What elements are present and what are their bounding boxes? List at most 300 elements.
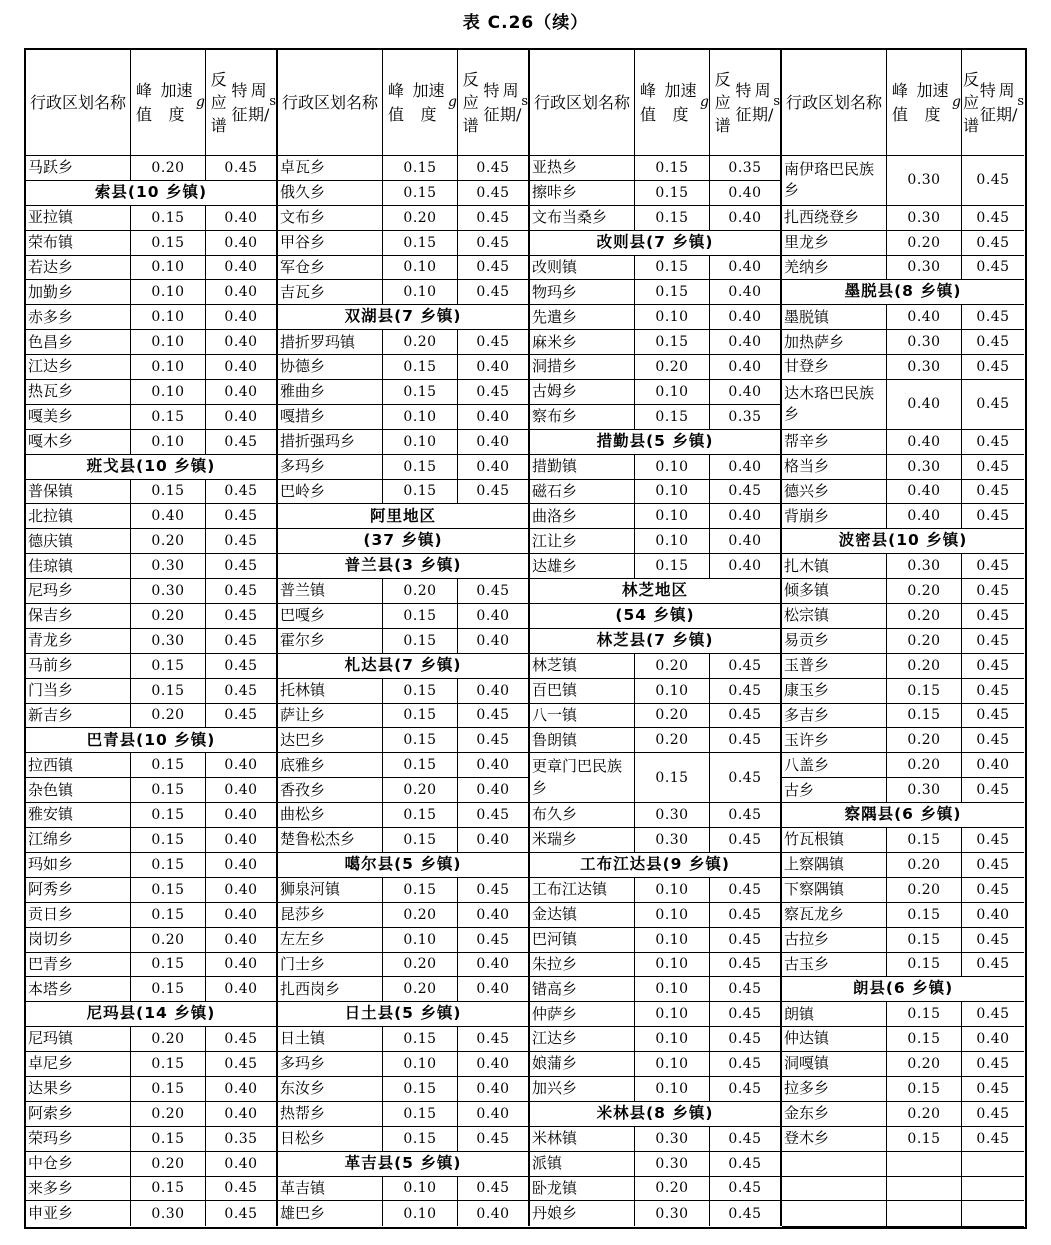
section-header: 巴青县(10 乡镇) bbox=[26, 728, 278, 753]
characteristic-period: 0.45 bbox=[458, 156, 530, 181]
header-pga: 峰值 加速度 g bbox=[131, 50, 206, 156]
peak-acceleration: 0.15 bbox=[383, 753, 458, 778]
region-name: 达雄乡 bbox=[530, 554, 635, 579]
peak-acceleration: 0.20 bbox=[635, 1177, 710, 1202]
characteristic-period: 0.40 bbox=[710, 455, 782, 480]
characteristic-period: 0.45 bbox=[962, 878, 1024, 903]
region-name: 尼玛乡 bbox=[26, 579, 131, 604]
region-name: 上察隅镇 bbox=[782, 853, 887, 878]
region-name: 背崩乡 bbox=[782, 504, 887, 529]
region-name: 来多乡 bbox=[26, 1177, 131, 1202]
peak-acceleration: 0.15 bbox=[383, 480, 458, 505]
region-name: 俄久乡 bbox=[278, 181, 383, 206]
peak-acceleration: 0.20 bbox=[131, 156, 206, 181]
peak-acceleration: 0.20 bbox=[887, 604, 962, 629]
peak-acceleration: 0.30 bbox=[131, 554, 206, 579]
region-name: 古拉乡 bbox=[782, 928, 887, 953]
characteristic-period: 0.40 bbox=[710, 330, 782, 355]
region-name: 贡日乡 bbox=[26, 903, 131, 928]
region-name: 吉瓦乡 bbox=[278, 280, 383, 305]
characteristic-period: 0.40 bbox=[710, 554, 782, 579]
region-name: 多吉乡 bbox=[782, 704, 887, 729]
peak-acceleration: 0.15 bbox=[383, 604, 458, 629]
peak-acceleration: 0.10 bbox=[635, 504, 710, 529]
characteristic-period: 0.40 bbox=[206, 853, 278, 878]
peak-acceleration: 0.15 bbox=[383, 679, 458, 704]
region-name: 江达乡 bbox=[26, 355, 131, 380]
region-name: 德兴乡 bbox=[782, 480, 887, 505]
region-name: 萨让乡 bbox=[278, 704, 383, 729]
peak-acceleration: 0.20 bbox=[383, 953, 458, 978]
peak-acceleration: 0.40 bbox=[887, 305, 962, 330]
peak-acceleration: 0.30 bbox=[635, 1127, 710, 1152]
region-name: 左左乡 bbox=[278, 928, 383, 953]
region-name: 本塔乡 bbox=[26, 977, 131, 1002]
peak-acceleration: 0.20 bbox=[887, 878, 962, 903]
section-header: 工布江达县(9 乡镇) bbox=[530, 853, 782, 878]
region-name: 措折罗玛镇 bbox=[278, 330, 383, 355]
peak-acceleration: 0.15 bbox=[131, 1052, 206, 1077]
peak-acceleration: 0.10 bbox=[635, 1077, 710, 1102]
peak-acceleration: 0.15 bbox=[131, 878, 206, 903]
section-header: 索县(10 乡镇) bbox=[26, 181, 278, 206]
characteristic-period: 0.45 bbox=[458, 928, 530, 953]
characteristic-period: 0.40 bbox=[206, 380, 278, 405]
region-name: 卓尼乡 bbox=[26, 1052, 131, 1077]
characteristic-period: 0.45 bbox=[710, 977, 782, 1002]
characteristic-period: 0.40 bbox=[206, 231, 278, 256]
characteristic-period: 0.40 bbox=[206, 953, 278, 978]
peak-acceleration: 0.30 bbox=[887, 156, 962, 206]
region-name: 洞措乡 bbox=[530, 355, 635, 380]
region-name: 赤多乡 bbox=[26, 305, 131, 330]
peak-acceleration: 0.15 bbox=[131, 853, 206, 878]
region-name: 改则镇 bbox=[530, 256, 635, 281]
characteristic-period: 0.45 bbox=[206, 679, 278, 704]
region-name: 百巴镇 bbox=[530, 679, 635, 704]
region-name: 古乡 bbox=[782, 778, 887, 803]
characteristic-period: 0.40 bbox=[458, 903, 530, 928]
region-name: 文布当桑乡 bbox=[530, 206, 635, 231]
peak-acceleration: 0.20 bbox=[635, 654, 710, 679]
peak-acceleration: 0.10 bbox=[635, 903, 710, 928]
region-name: 江让乡 bbox=[530, 529, 635, 554]
peak-acceleration: 0.15 bbox=[887, 828, 962, 853]
region-name: 曲松乡 bbox=[278, 803, 383, 828]
region-name: 保吉乡 bbox=[26, 604, 131, 629]
peak-acceleration: 0.30 bbox=[635, 803, 710, 828]
characteristic-period: 0.45 bbox=[458, 1177, 530, 1202]
peak-acceleration: 0.10 bbox=[131, 256, 206, 281]
peak-acceleration: 0.10 bbox=[383, 280, 458, 305]
header-pga: 峰值 加速度 g bbox=[383, 50, 458, 156]
region-name: 霍尔乡 bbox=[278, 629, 383, 654]
section-header: 林芝地区 bbox=[530, 579, 782, 604]
region-name: 米林镇 bbox=[530, 1127, 635, 1152]
region-name: 玛如乡 bbox=[26, 853, 131, 878]
region-name: 马前乡 bbox=[26, 654, 131, 679]
peak-acceleration: 0.10 bbox=[635, 455, 710, 480]
peak-acceleration: 0.15 bbox=[887, 1002, 962, 1027]
characteristic-period: 0.40 bbox=[206, 405, 278, 430]
peak-acceleration: 0.15 bbox=[383, 828, 458, 853]
characteristic-period: 0.40 bbox=[206, 280, 278, 305]
peak-acceleration: 0.10 bbox=[635, 1002, 710, 1027]
region-name: 金东乡 bbox=[782, 1102, 887, 1127]
peak-acceleration: 0.20 bbox=[635, 728, 710, 753]
section-header: 革吉县(5 乡镇) bbox=[278, 1152, 530, 1177]
characteristic-period: 0.45 bbox=[962, 928, 1024, 953]
characteristic-period: 0.40 bbox=[206, 928, 278, 953]
region-name: 甲谷乡 bbox=[278, 231, 383, 256]
characteristic-period: 0.40 bbox=[710, 529, 782, 554]
characteristic-period: 0.40 bbox=[206, 1102, 278, 1127]
peak-acceleration: 0.15 bbox=[887, 1127, 962, 1152]
characteristic-period: 0.45 bbox=[962, 604, 1024, 629]
characteristic-period: 0.35 bbox=[710, 405, 782, 430]
characteristic-period: 0.40 bbox=[962, 753, 1024, 778]
region-name: 物玛乡 bbox=[530, 280, 635, 305]
section-header: 阿里地区 bbox=[278, 504, 530, 529]
characteristic-period: 0.40 bbox=[458, 604, 530, 629]
characteristic-period: 0.45 bbox=[962, 355, 1024, 380]
characteristic-period: 0.40 bbox=[206, 828, 278, 853]
region-name: 巴岭乡 bbox=[278, 480, 383, 505]
region-name: 竹瓦根镇 bbox=[782, 828, 887, 853]
peak-acceleration: 0.20 bbox=[887, 1102, 962, 1127]
peak-acceleration: 0.15 bbox=[131, 953, 206, 978]
peak-acceleration: 0.15 bbox=[887, 1027, 962, 1052]
characteristic-period: 0.45 bbox=[962, 1002, 1024, 1027]
region-name: 协德乡 bbox=[278, 355, 383, 380]
peak-acceleration: 0.10 bbox=[383, 405, 458, 430]
empty-cell bbox=[887, 1177, 962, 1202]
peak-acceleration: 0.15 bbox=[383, 1127, 458, 1152]
characteristic-period: 0.45 bbox=[710, 1201, 782, 1226]
region-name: 若达乡 bbox=[26, 256, 131, 281]
characteristic-period: 0.45 bbox=[710, 928, 782, 953]
characteristic-period: 0.45 bbox=[458, 704, 530, 729]
region-name: 仲达镇 bbox=[782, 1027, 887, 1052]
peak-acceleration: 0.30 bbox=[635, 1201, 710, 1226]
characteristic-period: 0.45 bbox=[458, 181, 530, 206]
characteristic-period: 0.45 bbox=[458, 803, 530, 828]
peak-acceleration: 0.15 bbox=[635, 330, 710, 355]
region-name: 门当乡 bbox=[26, 679, 131, 704]
region-name: 阿索乡 bbox=[26, 1102, 131, 1127]
header-pga: 峰值 加速度 g bbox=[887, 50, 962, 156]
peak-acceleration: 0.15 bbox=[887, 679, 962, 704]
characteristic-period: 0.45 bbox=[962, 1127, 1024, 1152]
region-name: 杂色镇 bbox=[26, 778, 131, 803]
region-name: 古姆乡 bbox=[530, 380, 635, 405]
region-name: 朗镇 bbox=[782, 1002, 887, 1027]
region-name: 擦咔乡 bbox=[530, 181, 635, 206]
peak-acceleration: 0.15 bbox=[131, 654, 206, 679]
peak-acceleration: 0.30 bbox=[887, 330, 962, 355]
characteristic-period: 0.40 bbox=[710, 305, 782, 330]
region-name: 鲁朗镇 bbox=[530, 728, 635, 753]
region-name: 雅安镇 bbox=[26, 803, 131, 828]
characteristic-period: 0.40 bbox=[458, 430, 530, 455]
characteristic-period: 0.45 bbox=[962, 256, 1024, 281]
region-name: 卓瓦乡 bbox=[278, 156, 383, 181]
region-name: 北拉镇 bbox=[26, 504, 131, 529]
section-header: (37 乡镇) bbox=[278, 529, 530, 554]
characteristic-period: 0.45 bbox=[962, 455, 1024, 480]
peak-acceleration: 0.10 bbox=[131, 330, 206, 355]
peak-acceleration: 0.15 bbox=[383, 803, 458, 828]
peak-acceleration: 0.15 bbox=[887, 704, 962, 729]
region-name: 江达乡 bbox=[530, 1027, 635, 1052]
peak-acceleration: 0.15 bbox=[131, 977, 206, 1002]
region-name: 帮辛乡 bbox=[782, 430, 887, 455]
peak-acceleration: 0.15 bbox=[131, 803, 206, 828]
peak-acceleration: 0.10 bbox=[635, 480, 710, 505]
peak-acceleration: 0.20 bbox=[131, 704, 206, 729]
table-title: 表 C.26（续） bbox=[462, 13, 589, 33]
characteristic-period: 0.45 bbox=[710, 953, 782, 978]
characteristic-period: 0.40 bbox=[458, 977, 530, 1002]
peak-acceleration: 0.20 bbox=[383, 579, 458, 604]
peak-acceleration: 0.30 bbox=[131, 629, 206, 654]
peak-acceleration: 0.10 bbox=[635, 1052, 710, 1077]
region-name: 拉多乡 bbox=[782, 1077, 887, 1102]
characteristic-period: 0.40 bbox=[458, 629, 530, 654]
characteristic-period: 0.45 bbox=[710, 1152, 782, 1177]
characteristic-period: 0.40 bbox=[206, 256, 278, 281]
region-name: 朱拉乡 bbox=[530, 953, 635, 978]
peak-acceleration: 0.40 bbox=[887, 480, 962, 505]
characteristic-period: 0.40 bbox=[710, 380, 782, 405]
region-name: 德庆镇 bbox=[26, 529, 131, 554]
region-name: 亚热乡 bbox=[530, 156, 635, 181]
region-name: 松宗镇 bbox=[782, 604, 887, 629]
empty-cell bbox=[887, 1201, 962, 1226]
region-name: 南伊珞巴民族乡 bbox=[782, 156, 887, 206]
peak-acceleration: 0.10 bbox=[635, 305, 710, 330]
peak-acceleration: 0.20 bbox=[131, 1152, 206, 1177]
characteristic-period: 0.40 bbox=[458, 753, 530, 778]
region-name: 工布江达镇 bbox=[530, 878, 635, 903]
peak-acceleration: 0.20 bbox=[887, 629, 962, 654]
characteristic-period: 0.45 bbox=[458, 1027, 530, 1052]
peak-acceleration: 0.15 bbox=[131, 231, 206, 256]
characteristic-period: 0.40 bbox=[206, 903, 278, 928]
header-name: 行政区划 名称 bbox=[530, 50, 635, 156]
region-name: 革吉镇 bbox=[278, 1177, 383, 1202]
region-name: 羌纳乡 bbox=[782, 256, 887, 281]
characteristic-period: 0.40 bbox=[458, 1102, 530, 1127]
peak-acceleration: 0.30 bbox=[635, 1152, 710, 1177]
characteristic-period: 0.40 bbox=[206, 330, 278, 355]
region-name: 甘登乡 bbox=[782, 355, 887, 380]
characteristic-period: 0.40 bbox=[458, 455, 530, 480]
peak-acceleration: 0.20 bbox=[635, 355, 710, 380]
characteristic-period: 0.40 bbox=[458, 828, 530, 853]
section-header: 札达县(7 乡镇) bbox=[278, 654, 530, 679]
peak-acceleration: 0.15 bbox=[383, 878, 458, 903]
region-name: 嘎木乡 bbox=[26, 430, 131, 455]
peak-acceleration: 0.40 bbox=[887, 430, 962, 455]
characteristic-period: 0.40 bbox=[458, 1077, 530, 1102]
peak-acceleration: 0.10 bbox=[131, 355, 206, 380]
peak-acceleration: 0.15 bbox=[131, 1077, 206, 1102]
characteristic-period: 0.45 bbox=[962, 1102, 1024, 1127]
characteristic-period: 0.45 bbox=[458, 380, 530, 405]
region-name: 派镇 bbox=[530, 1152, 635, 1177]
region-name: 林芝镇 bbox=[530, 654, 635, 679]
peak-acceleration: 0.20 bbox=[131, 1102, 206, 1127]
peak-acceleration: 0.20 bbox=[635, 704, 710, 729]
region-name: 亚拉镇 bbox=[26, 206, 131, 231]
peak-acceleration: 0.20 bbox=[131, 1027, 206, 1052]
empty-cell bbox=[782, 1201, 887, 1226]
characteristic-period: 0.45 bbox=[962, 579, 1024, 604]
peak-acceleration: 0.15 bbox=[383, 455, 458, 480]
characteristic-period: 0.45 bbox=[962, 828, 1024, 853]
peak-acceleration: 0.15 bbox=[383, 355, 458, 380]
region-name: 康玉乡 bbox=[782, 679, 887, 704]
characteristic-period: 0.45 bbox=[962, 853, 1024, 878]
empty-cell bbox=[962, 1226, 1024, 1227]
peak-acceleration: 0.10 bbox=[635, 529, 710, 554]
characteristic-period: 0.40 bbox=[206, 355, 278, 380]
characteristic-period: 0.40 bbox=[458, 679, 530, 704]
peak-acceleration: 0.10 bbox=[131, 305, 206, 330]
peak-acceleration: 0.15 bbox=[635, 405, 710, 430]
characteristic-period: 0.40 bbox=[962, 1027, 1024, 1052]
characteristic-period: 0.45 bbox=[206, 604, 278, 629]
peak-acceleration: 0.15 bbox=[131, 828, 206, 853]
region-name: 香孜乡 bbox=[278, 778, 383, 803]
section-header: 日土县(5 乡镇) bbox=[278, 1002, 530, 1027]
peak-acceleration: 0.15 bbox=[635, 280, 710, 305]
region-name: 热瓦乡 bbox=[26, 380, 131, 405]
region-name: 尼玛镇 bbox=[26, 1027, 131, 1052]
region-name: 措折强玛乡 bbox=[278, 430, 383, 455]
peak-acceleration: 0.30 bbox=[887, 778, 962, 803]
characteristic-period: 0.45 bbox=[962, 704, 1024, 729]
characteristic-period: 0.45 bbox=[206, 554, 278, 579]
region-name: 色昌乡 bbox=[26, 330, 131, 355]
region-name: 日松乡 bbox=[278, 1127, 383, 1152]
region-name: 加兴乡 bbox=[530, 1077, 635, 1102]
characteristic-period: 0.45 bbox=[962, 1077, 1024, 1102]
region-name: 江绵乡 bbox=[26, 828, 131, 853]
region-name: 狮泉河镇 bbox=[278, 878, 383, 903]
characteristic-period: 0.45 bbox=[206, 480, 278, 505]
region-name: 荣玛乡 bbox=[26, 1127, 131, 1152]
peak-acceleration: 0.15 bbox=[635, 156, 710, 181]
peak-acceleration: 0.15 bbox=[131, 778, 206, 803]
region-name: 巴嘎乡 bbox=[278, 604, 383, 629]
peak-acceleration: 0.15 bbox=[131, 753, 206, 778]
peak-acceleration: 0.10 bbox=[383, 1201, 458, 1226]
peak-acceleration: 0.20 bbox=[383, 778, 458, 803]
characteristic-period: 0.45 bbox=[962, 206, 1024, 231]
characteristic-period: 0.45 bbox=[458, 256, 530, 281]
header-name: 行政区划 名称 bbox=[278, 50, 383, 156]
peak-acceleration: 0.20 bbox=[131, 928, 206, 953]
peak-acceleration: 0.20 bbox=[383, 903, 458, 928]
peak-acceleration: 0.20 bbox=[383, 206, 458, 231]
characteristic-period: 0.40 bbox=[206, 1152, 278, 1177]
peak-acceleration: 0.10 bbox=[635, 1027, 710, 1052]
region-name: 中仓乡 bbox=[26, 1152, 131, 1177]
characteristic-period: 0.45 bbox=[710, 803, 782, 828]
region-name: 察瓦龙乡 bbox=[782, 903, 887, 928]
region-name: 达木珞巴民族乡 bbox=[782, 380, 887, 430]
empty-cell bbox=[962, 1177, 1024, 1202]
peak-acceleration: 0.10 bbox=[131, 280, 206, 305]
peak-acceleration: 0.10 bbox=[635, 977, 710, 1002]
region-name: 扎西岗乡 bbox=[278, 977, 383, 1002]
characteristic-period: 0.45 bbox=[458, 728, 530, 753]
characteristic-period: 0.45 bbox=[962, 504, 1024, 529]
section-header: (54 乡镇) bbox=[530, 604, 782, 629]
characteristic-period: 0.45 bbox=[710, 903, 782, 928]
section-header: 改则县(7 乡镇) bbox=[530, 231, 782, 256]
region-name: 日土镇 bbox=[278, 1027, 383, 1052]
characteristic-period: 0.35 bbox=[710, 156, 782, 181]
peak-acceleration: 0.20 bbox=[887, 753, 962, 778]
characteristic-period: 0.40 bbox=[458, 778, 530, 803]
characteristic-period: 0.45 bbox=[458, 330, 530, 355]
empty-cell bbox=[962, 1152, 1024, 1177]
region-name: 巴河镇 bbox=[530, 928, 635, 953]
section-header: 察隅县(6 乡镇) bbox=[782, 803, 1024, 828]
characteristic-period: 0.45 bbox=[710, 1027, 782, 1052]
peak-acceleration: 0.15 bbox=[131, 1127, 206, 1152]
region-name: 雅曲乡 bbox=[278, 380, 383, 405]
peak-acceleration: 0.15 bbox=[635, 256, 710, 281]
characteristic-period: 0.45 bbox=[710, 679, 782, 704]
region-name: 阿秀乡 bbox=[26, 878, 131, 903]
region-name: 格当乡 bbox=[782, 455, 887, 480]
characteristic-period: 0.45 bbox=[962, 430, 1024, 455]
header-period: 反应谱 特征 周期/ s bbox=[710, 50, 782, 156]
region-name: 加热萨乡 bbox=[782, 330, 887, 355]
peak-acceleration: 0.30 bbox=[131, 1201, 206, 1226]
characteristic-period: 0.40 bbox=[710, 504, 782, 529]
characteristic-period: 0.40 bbox=[458, 355, 530, 380]
region-name: 卧龙镇 bbox=[530, 1177, 635, 1202]
peak-acceleration: 0.10 bbox=[635, 878, 710, 903]
peak-acceleration: 0.15 bbox=[383, 1102, 458, 1127]
peak-acceleration: 0.15 bbox=[131, 405, 206, 430]
peak-acceleration: 0.15 bbox=[383, 704, 458, 729]
characteristic-period: 0.40 bbox=[710, 355, 782, 380]
characteristic-period: 0.45 bbox=[962, 778, 1024, 803]
peak-acceleration: 0.40 bbox=[887, 504, 962, 529]
region-name: 普保镇 bbox=[26, 480, 131, 505]
region-name: 底雅乡 bbox=[278, 753, 383, 778]
region-name: 雄巴乡 bbox=[278, 1201, 383, 1226]
characteristic-period: 0.40 bbox=[710, 280, 782, 305]
region-name: 布久乡 bbox=[530, 803, 635, 828]
peak-acceleration: 0.10 bbox=[635, 953, 710, 978]
characteristic-period: 0.45 bbox=[458, 280, 530, 305]
characteristic-period: 0.45 bbox=[962, 679, 1024, 704]
region-name: 更章门巴民族乡 bbox=[530, 753, 635, 803]
seismic-parameter-table bbox=[24, 48, 1027, 1229]
characteristic-period: 0.40 bbox=[206, 206, 278, 231]
characteristic-period: 0.45 bbox=[710, 1177, 782, 1202]
characteristic-period: 0.45 bbox=[710, 878, 782, 903]
characteristic-period: 0.45 bbox=[458, 206, 530, 231]
peak-acceleration: 0.15 bbox=[383, 231, 458, 256]
